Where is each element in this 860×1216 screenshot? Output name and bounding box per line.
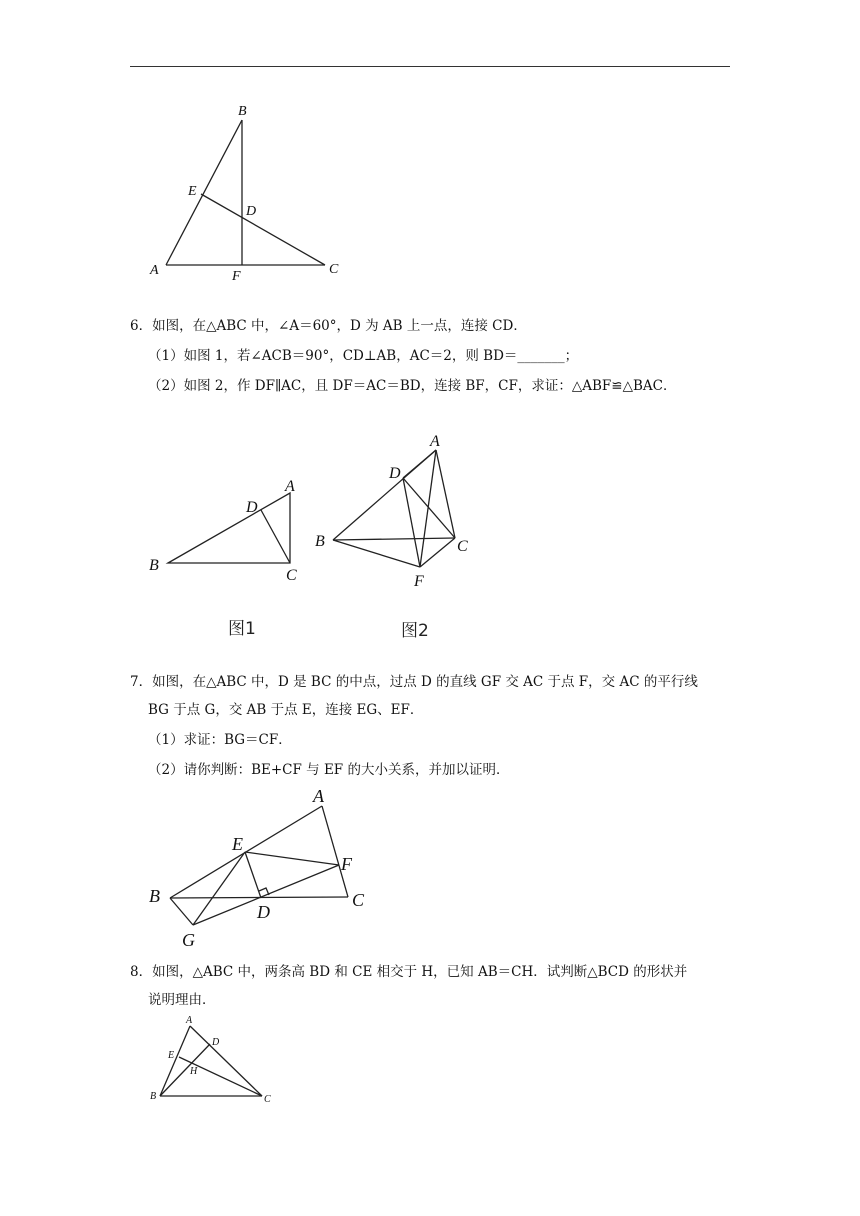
figure-2-caption: 图2 — [401, 621, 429, 641]
q8-label-C: C — [264, 1094, 271, 1105]
figure-1-caption: 图1 — [228, 619, 256, 639]
fig1-label-D: D — [246, 499, 258, 516]
fig2-label-A: A — [430, 433, 440, 450]
q8-label-H: H — [190, 1066, 198, 1077]
q7-stem-line2: BG 于点 G，交 AB 于点 E，连接 EG、EF． — [148, 702, 424, 718]
fig2-label-F: F — [414, 573, 424, 590]
q7-label-C: C — [352, 890, 365, 910]
q7-label-D: D — [257, 902, 270, 922]
q8-stem-line2: 说明理由． — [148, 992, 216, 1008]
q7-stem-line1: 7．如图，在△ABC 中，D 是 BC 的中点，过点 D 的直线 GF 交 AC 于点 F，交 AC 的平行线 — [130, 674, 698, 690]
label-C: C — [329, 262, 339, 277]
q7-label-E: E — [232, 834, 243, 854]
q7-label-B: B — [149, 886, 160, 906]
q6-stem: 6．如图，在△ABC 中，∠A＝60°，D 为 AB 上一点，连接 CD． — [130, 318, 527, 334]
label-D: D — [246, 204, 257, 219]
fig1-label-A: A — [285, 478, 295, 495]
q8-label-D: D — [212, 1037, 220, 1048]
label-E: E — [188, 184, 197, 199]
fig1-label-B: B — [149, 557, 159, 574]
q7-part1: （1）求证：BG＝CF． — [148, 732, 292, 748]
label-F: F — [232, 269, 241, 284]
q7-label-A: A — [313, 786, 324, 806]
fig2-label-C: C — [457, 538, 468, 555]
q8-label-A: A — [186, 1015, 193, 1026]
q7-label-F: F — [341, 854, 352, 874]
fig2-label-D: D — [389, 465, 401, 482]
q8-stem-line1: 8．如图，△ABC 中，两条高 BD 和 CE 相交于 H，已知 AB＝CH．试判断△BCD 的形状并 — [130, 964, 688, 980]
label-B: B — [238, 104, 247, 119]
q8-label-E: E — [168, 1050, 175, 1061]
q8-label-B: B — [150, 1091, 157, 1102]
fig1-label-C: C — [286, 567, 297, 584]
q6-part2: （2）如图 2，作 DF∥AC，且 DF＝AC＝BD，连接 BF，CF，求证：△ABF≌△BAC． — [148, 378, 677, 394]
fig2-label-B: B — [315, 533, 325, 550]
q7-part2: （2）请你判断：BE+CF 与 EF 的大小关系，并加以证明． — [148, 762, 510, 778]
q6-part1: （1）如图 1，若∠ACB＝90°，CD⊥AB，AC＝2，则 BD＝_______； — [148, 348, 579, 364]
label-A: A — [150, 263, 159, 278]
q7-label-G: G — [182, 930, 195, 950]
